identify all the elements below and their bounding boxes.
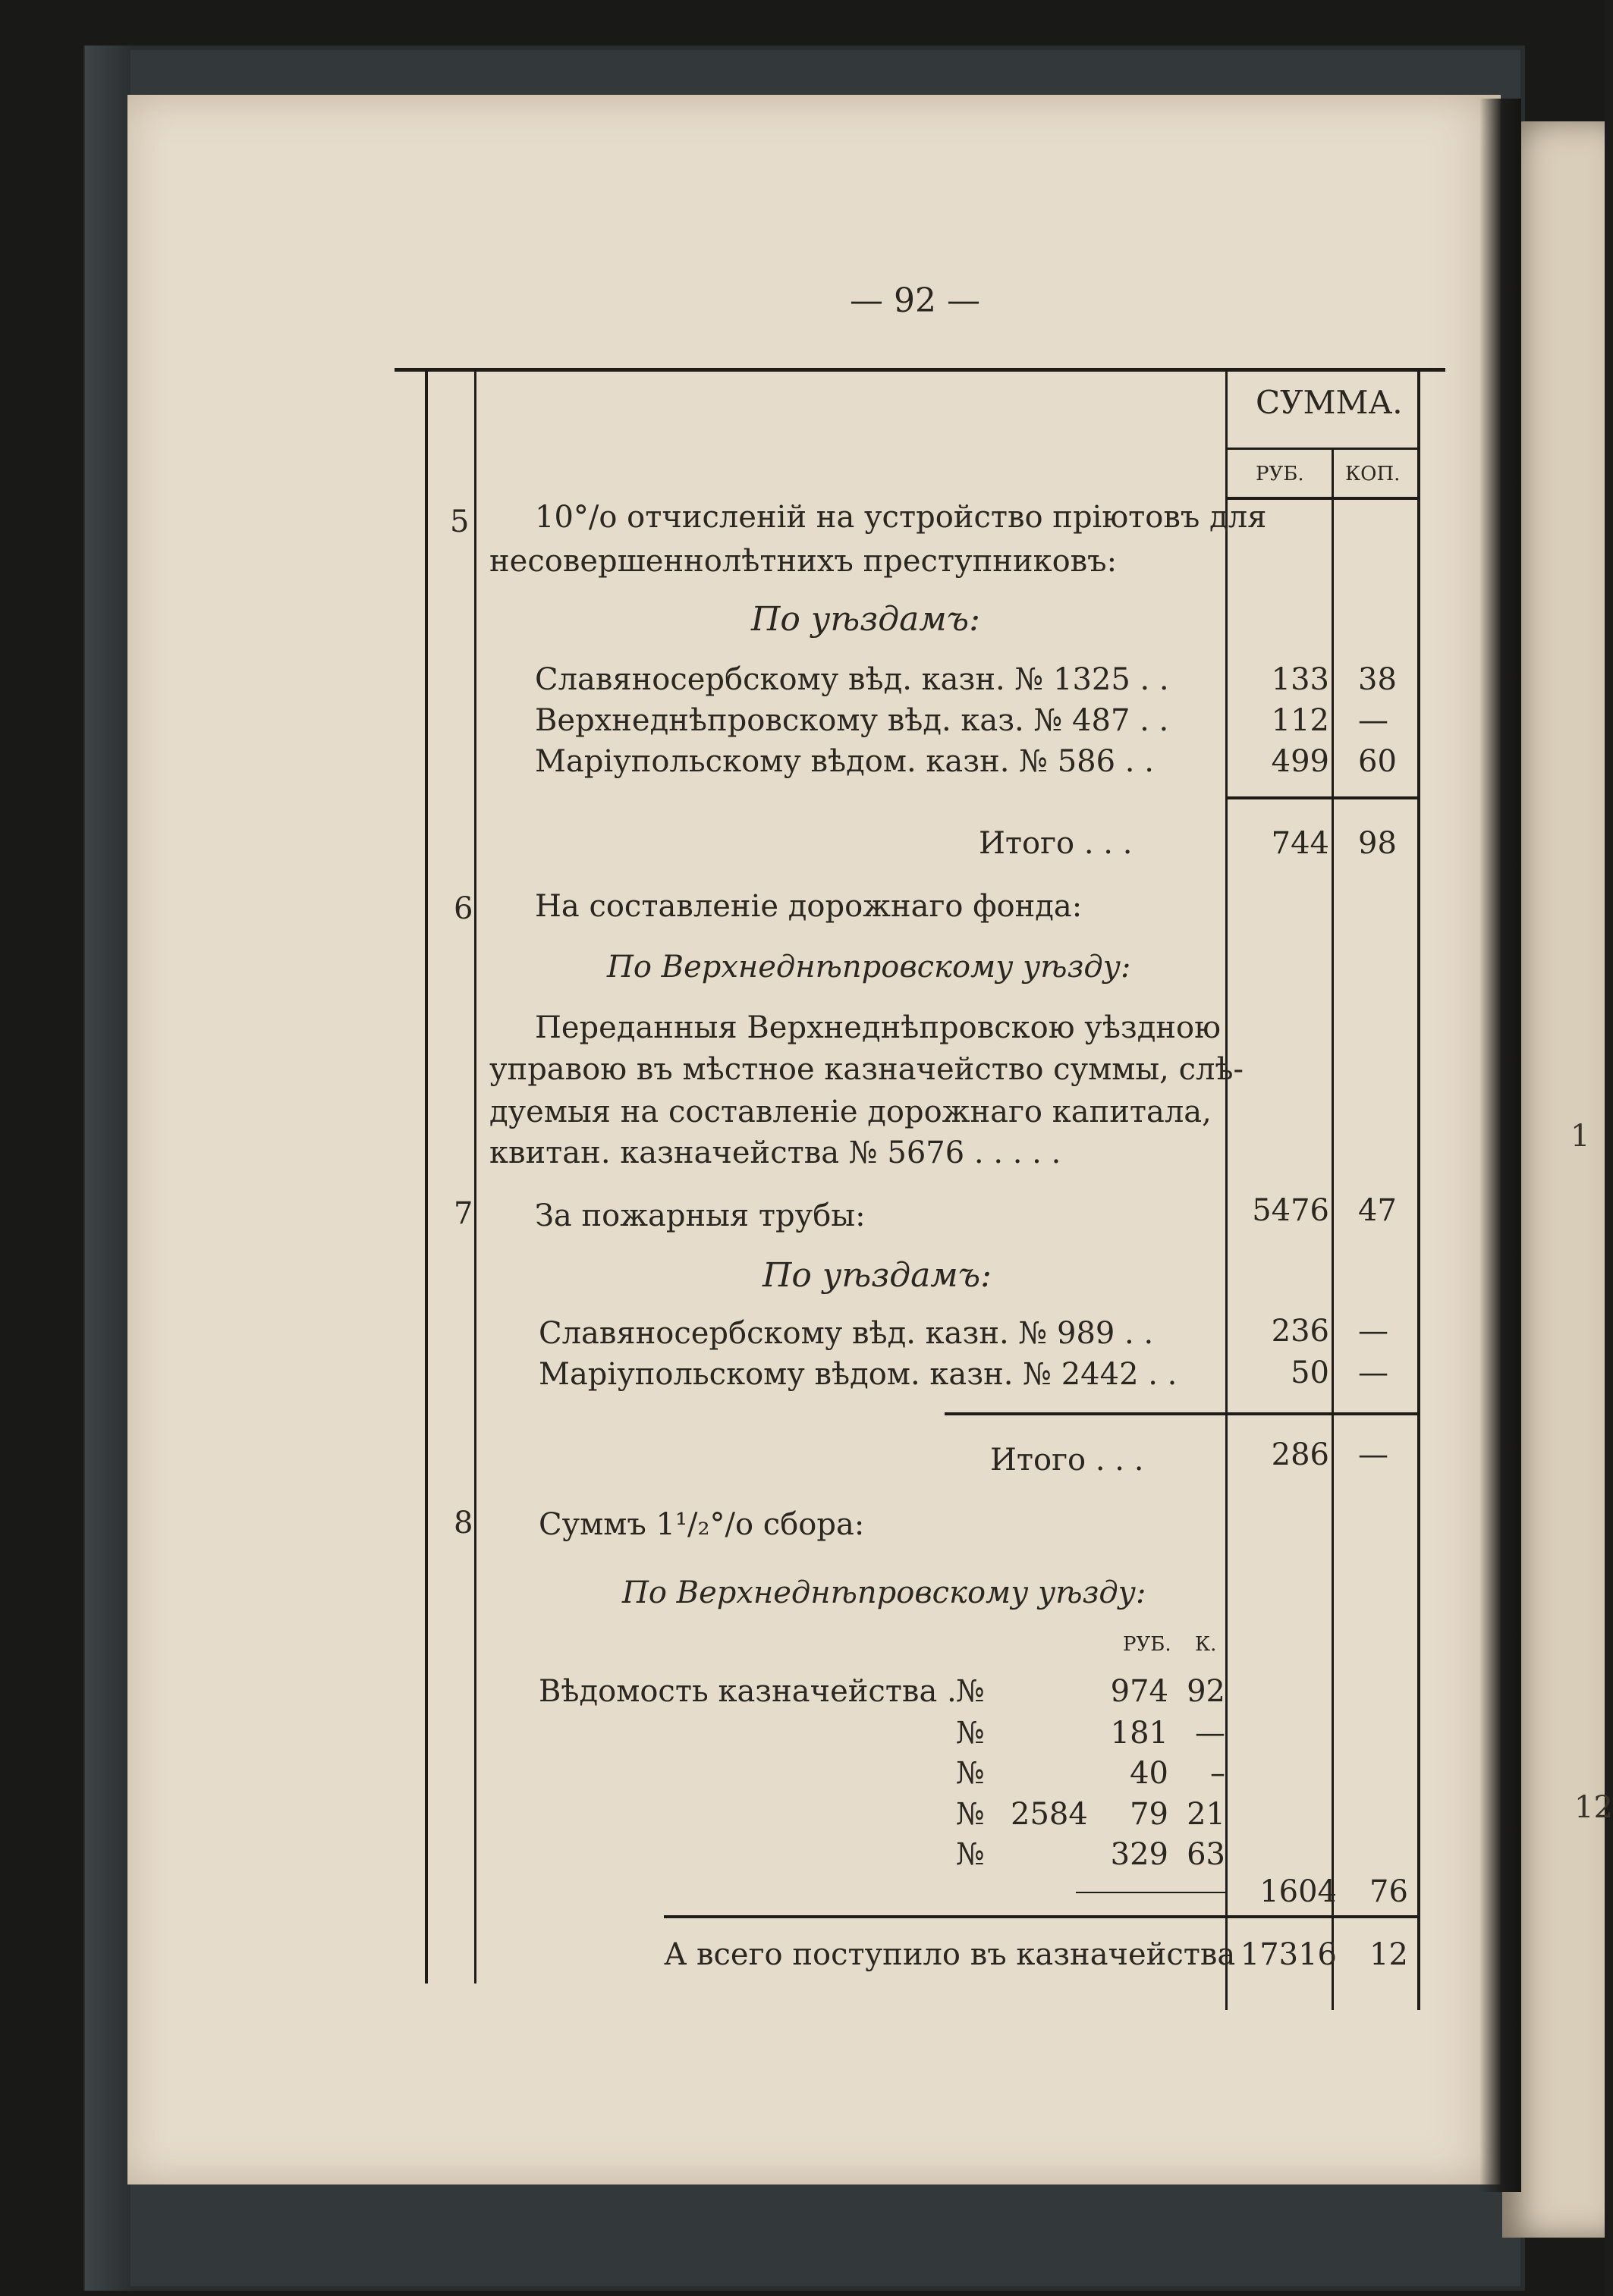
entry-label: Маріупольскому вѣдом. казн. № 2442 . . — [539, 1357, 1178, 1392]
statement-no: № — [956, 1797, 985, 1832]
entry-rub: 5476 — [1252, 1193, 1329, 1228]
item-subheading: По Верхнеднѣпровскому уѣзду: — [622, 1575, 1146, 1610]
inner-kop-header: К. — [1195, 1633, 1217, 1656]
statement-label: Вѣдомость казначейства . — [539, 1674, 957, 1709]
entry-rub: 499 — [1271, 744, 1329, 779]
entry-kop: — — [1358, 703, 1388, 738]
statement-rub: 181 — [1110, 1716, 1168, 1751]
item-title-line: 10°/о отчисленій на устройство пріютовъ для — [535, 500, 1267, 535]
grand-total-label: А всего поступило въ казначейства — [664, 1937, 1236, 1972]
item-title-line: несовершеннолѣтнихъ преступниковъ: — [489, 544, 1118, 579]
sum-header: СУММА. — [1256, 384, 1403, 421]
statement-ref: 2584 — [1011, 1797, 1088, 1832]
page-gutter — [1479, 99, 1521, 2192]
sum-column-rule — [1225, 372, 1228, 2010]
number-column-rule — [474, 372, 476, 1983]
statement-kop: 63 — [1187, 1837, 1225, 1872]
kop-column-rule — [1332, 448, 1334, 2010]
subtotal-rule — [1228, 796, 1419, 799]
item-title: Суммъ 1¹/₂°/о сбора: — [539, 1507, 865, 1542]
entry-kop: 47 — [1358, 1193, 1397, 1228]
item-subheading: По уѣздамъ: — [751, 600, 980, 639]
item-number: 6 — [454, 891, 473, 926]
grand-total-rub: 17316 — [1240, 1937, 1337, 1972]
item-number: 8 — [454, 1506, 473, 1541]
paragraph-line: управою въ мѣстное казначейство суммы, слѣ- — [489, 1052, 1244, 1087]
facing-page-mark: 1 — [1571, 1119, 1590, 1154]
entry-kop: — — [1358, 1314, 1388, 1349]
grand-total-kop: 12 — [1369, 1937, 1408, 1972]
facing-page-mark: 12 — [1574, 1790, 1613, 1825]
item-subheading: По уѣздамъ: — [762, 1256, 992, 1295]
entry-rub: 112 — [1271, 703, 1329, 738]
total-label: Итого . . . — [979, 826, 1133, 861]
entry-label: Верхнеднѣпровскому вѣд. каз. № 487 . . — [535, 703, 1169, 738]
total-kop: — — [1358, 1437, 1388, 1472]
entry-rub: 50 — [1291, 1355, 1329, 1390]
statement-rub: 974 — [1110, 1674, 1168, 1709]
total-kop: 98 — [1358, 826, 1397, 861]
entry-label: Славяносербскому вѣд. казн. № 989 . . — [539, 1316, 1154, 1351]
item-subheading: По Верхнеднѣпровскому уѣзду: — [607, 950, 1131, 985]
statement-kop: – — [1210, 1756, 1225, 1791]
page-number: — 92 — — [850, 281, 980, 320]
statement-sum-rule — [1076, 1892, 1226, 1893]
entry-kop: 60 — [1358, 744, 1397, 779]
statement-no: № — [956, 1756, 985, 1791]
paragraph-line: квитан. казначейства № 5676 . . . . . — [489, 1135, 1061, 1170]
paragraph-line: Переданныя Верхнеднѣпровскою уѣздною — [535, 1010, 1221, 1045]
paragraph-line: дуемыя на составленіе дорожнаго капитала, — [489, 1095, 1212, 1129]
item-title: На составленіе дорожнаго фонда: — [535, 889, 1083, 924]
subtotal-rule — [945, 1412, 1419, 1415]
total-label: Итого . . . — [990, 1443, 1144, 1478]
entry-rub: 133 — [1271, 662, 1329, 697]
inner-rub-header: РУБ. — [1123, 1633, 1171, 1656]
total-rub: 744 — [1271, 826, 1329, 861]
statement-no: № — [956, 1674, 985, 1709]
statement-no: № — [956, 1716, 985, 1751]
right-rule — [1417, 372, 1420, 2010]
item-number: 5 — [450, 504, 470, 539]
sum-header-rule — [1228, 448, 1419, 450]
statement-rub: 40 — [1130, 1756, 1168, 1791]
statement-no: № — [956, 1837, 985, 1872]
cover-spine-edge — [85, 46, 130, 2291]
table-top-rule — [395, 368, 1445, 372]
statement-kop: — — [1195, 1716, 1225, 1751]
total-rub: 1604 — [1259, 1874, 1337, 1909]
item-number: 7 — [454, 1196, 473, 1231]
left-rule — [425, 372, 428, 1983]
total-kop: 76 — [1369, 1874, 1408, 1909]
grand-total-rule — [664, 1915, 1419, 1918]
entry-label: Славяносербскому вѣд. казн. № 1325 . . — [535, 662, 1169, 697]
total-rub: 286 — [1271, 1437, 1329, 1472]
statement-rub: 329 — [1110, 1837, 1168, 1872]
statement-rub: 79 — [1130, 1797, 1168, 1832]
entry-kop: — — [1358, 1355, 1388, 1390]
entry-kop: 38 — [1358, 662, 1397, 697]
rub-header: РУБ. — [1256, 463, 1304, 485]
statement-kop: 21 — [1187, 1797, 1225, 1832]
item-title: За пожарныя трубы: — [535, 1198, 866, 1233]
entry-label: Маріупольскому вѣдом. казн. № 586 . . — [535, 744, 1154, 779]
statement-kop: 92 — [1187, 1674, 1225, 1709]
entry-rub: 236 — [1271, 1314, 1329, 1349]
kop-header: КОП. — [1345, 463, 1401, 485]
